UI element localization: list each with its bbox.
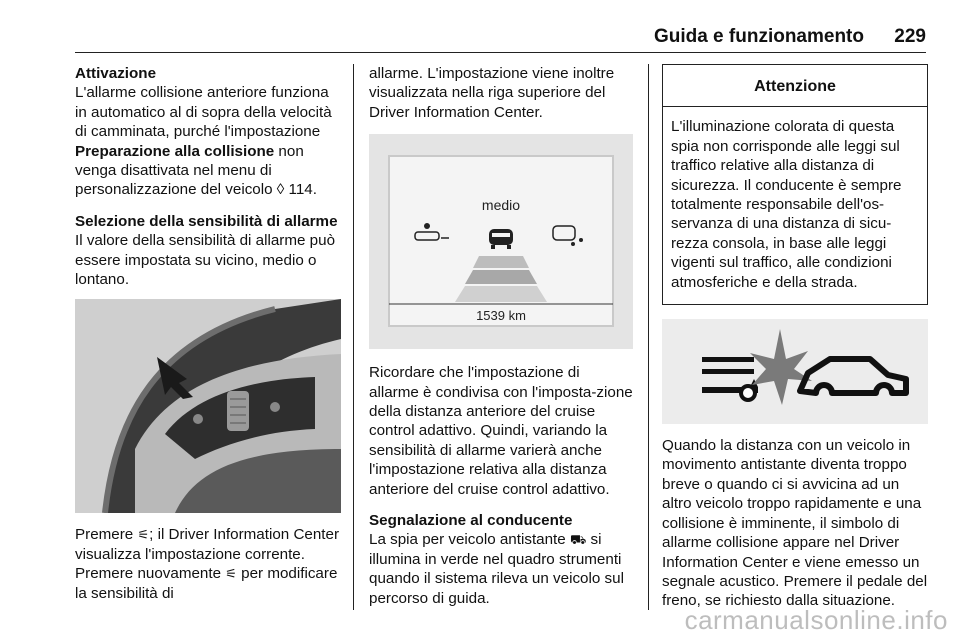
- display-odometer: 1539 km: [476, 308, 526, 324]
- column-divider: [353, 64, 354, 610]
- collision-alert-image: [662, 319, 928, 424]
- heading-attivazione: Attivazione: [75, 65, 157, 82]
- page-title: Guida e funzionamento: [653, 26, 864, 47]
- display-setting-label: medio: [481, 197, 521, 214]
- paragraph-ricordare: Ricordare che l'impostazione di allarme è condivisa con l'imposta-zione della distanza anteriore del cruise control adattivo. Quindi, variando la sensibilità di allarme varierà anche l'impostazione relativa alla distanza anteriore del cruise control adattivo.: [369, 364, 633, 498]
- paragraph-continuation: allarme. L'impostazione viene inoltre visualizzata nella riga superiore del Driver Information Center.: [369, 65, 615, 121]
- sensitivity-icon: ⚟: [137, 527, 150, 543]
- text: La spia per veicolo antistante: [369, 531, 570, 549]
- warning-title: Attenzione: [663, 65, 927, 107]
- steering-wheel-illustration: [75, 299, 341, 513]
- paragraph-selezione: Il valore della sensibilità di allarme può essere impostata su vicino, medio o lontano.: [75, 232, 336, 289]
- paragraph-quando: Quando la distanza con un veicolo in movimento antistante diventa troppo breve o quando ci si avvicina ad un altro veicolo troppo rapidamente e una collisione è imminente, il simbolo di allarme collisione appare nel Driver Information Center e viene emesso un segnale acustico. Premere il pedale del freno, se richiesto dalla situazione.: [662, 437, 928, 610]
- text: si illumina in verde nel quadro strumenti quando il sistema rileva un veicolo sul percorso di guida.: [369, 531, 624, 607]
- driver-info-display-image: [369, 134, 633, 349]
- watermark: carmanualsonline.info: [684, 605, 948, 635]
- text: ; il Driver Information Center visualizza l'impostazione corrente. Premere nuovamente: [75, 526, 340, 583]
- paragraph-segnalazione: [369, 530, 633, 608]
- display-illustration: [369, 134, 633, 349]
- page-reference[interactable]: 114.: [284, 181, 317, 199]
- column-1: [75, 64, 341, 603]
- page-number: 229: [894, 26, 926, 47]
- column-2: [369, 64, 633, 608]
- sensitivity-icon: ⚟: [225, 566, 237, 582]
- text: non venga disattivata nel menu di personalizzazione del veicolo: [75, 142, 304, 199]
- column-divider: [648, 64, 649, 610]
- warning-box: [662, 64, 928, 305]
- paragraph-attivazione: [75, 83, 341, 199]
- reference-arrow-icon: ◊: [276, 181, 285, 199]
- collision-alert-icon: [662, 319, 928, 424]
- heading-selezione: Selezione della sensibilità di allarme: [75, 212, 338, 230]
- steering-wheel-image: [75, 299, 341, 513]
- text: Premere: [75, 526, 138, 544]
- text: L'allarme collisione anteriore funziona in automatico al di sopra della velocità di camminata, purché l'impostazione: [75, 84, 332, 141]
- column-3: [662, 64, 928, 611]
- warning-text: L'illuminazione colorata di questa spia non corrisponde alle leggi sul traffico relative alla distanza di sicurezza. Il conducente è sempre totalmente responsabile dell'os-servanza di una distanza di sicu-rezza consola, in base alle leggi vigenti sul traffico, alle condizioni atmosferiche e della strada.: [671, 118, 902, 291]
- heading-segnalazione: Segnalazione al conducente: [369, 512, 573, 530]
- text: per modificare la sensibilità di: [75, 565, 338, 602]
- vehicle-ahead-icon: ⛟: [569, 532, 587, 548]
- setting-name: Preparazione alla collisione: [75, 142, 275, 160]
- paragraph-premere: [75, 525, 341, 603]
- page-header: [75, 22, 926, 53]
